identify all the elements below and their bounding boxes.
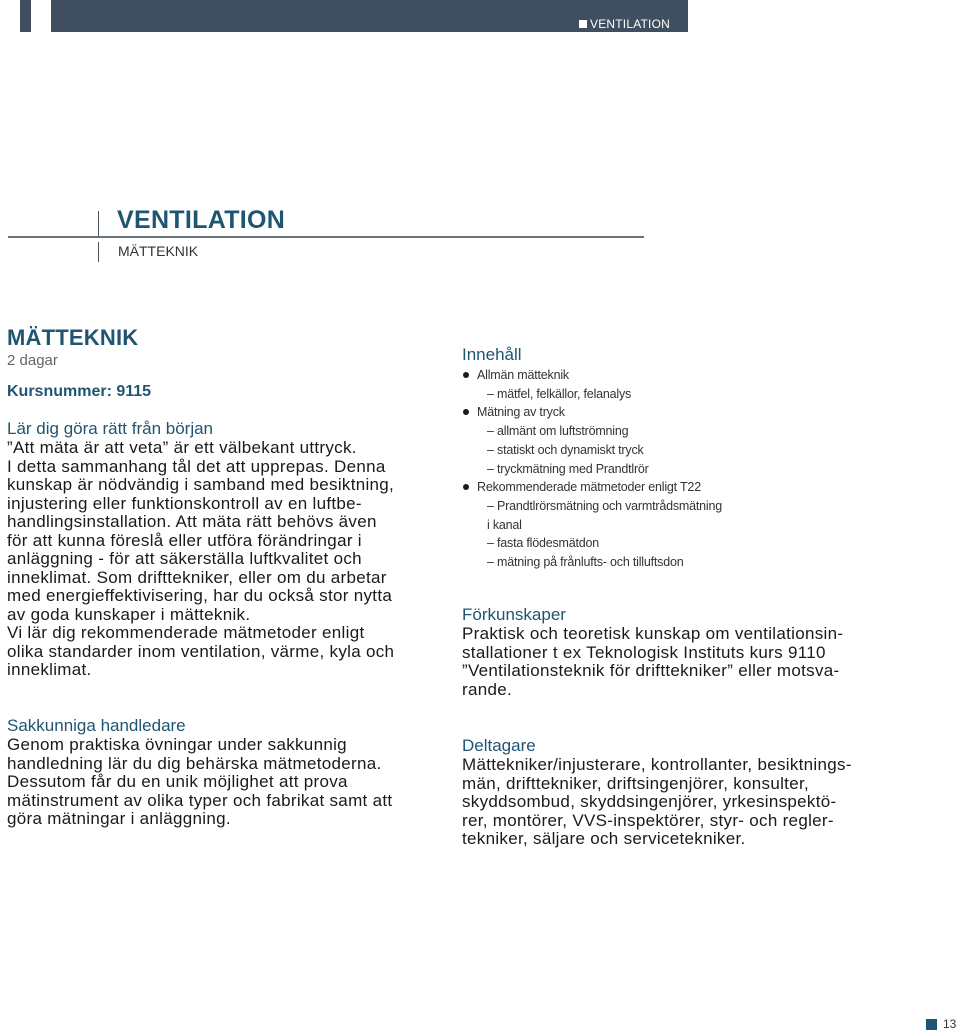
page-marker-icon bbox=[926, 1019, 937, 1030]
contents-heading: Innehåll bbox=[462, 345, 522, 364]
course-duration: 2 dagar bbox=[7, 352, 58, 369]
header-rule-vertical-lower bbox=[98, 242, 99, 262]
list-item: Mätning av tryck bbox=[462, 403, 762, 422]
contents-list bbox=[462, 366, 762, 572]
list-item: – allmänt om luftströmning bbox=[487, 424, 629, 439]
header-rule-vertical bbox=[98, 211, 99, 237]
top-bar bbox=[51, 0, 688, 32]
prerequisites-text: Praktisk och teoretisk kunskap om ventilationsin- stallationer t ex Teknologisk Instituts kurs 9110 ”Ventilationsteknik för drifttekniker” eller motsva- rande. bbox=[462, 624, 844, 699]
square-bullet-icon bbox=[579, 20, 587, 28]
list-item: – mätfel, felkällor, felanalys bbox=[487, 386, 632, 401]
top-bar-label bbox=[579, 17, 670, 31]
list-item: i kanal bbox=[487, 517, 522, 532]
section-title: VENTILATION bbox=[117, 206, 286, 234]
course-title: MÄTTEKNIK bbox=[7, 325, 139, 350]
top-bar-tab bbox=[20, 0, 31, 32]
instructors-heading: Sakkunniga handledare bbox=[7, 716, 186, 735]
list-item: Rekommenderade mätmetoder enligt T22 bbox=[462, 478, 762, 497]
top-bar-label-text: VENTILATION bbox=[590, 17, 670, 31]
learn-text: ”Att mäta är att veta” är ett välbekant uttryck. I detta sammanhang tål det att upprepas. Denna kunskap är nödvändig i samband med besiktning, injustering eller funktionskontroll av en luftbe- handlingsinstallation. Att mäta rätt behövs även för att kunna föreslå eller utföra förändringar i anläggning - för att säkerställa luftkvalitet och inneklimat. Som drifttekniker, eller om du arbetar med energieffektivisering, har du också stor nytta av goda kunskaper i mätteknik. Vi lär dig rekommenderade mätmetoder enligt olika standarder inom ventilation, värme, kyla och inneklimat. bbox=[7, 438, 395, 679]
learn-heading: Lär dig göra rätt från början bbox=[7, 419, 214, 438]
prerequisites-heading: Förkunskaper bbox=[462, 605, 566, 624]
list-item: – Prandtlrörsmätning och varmtrådsmätning bbox=[487, 498, 722, 513]
section-subtitle: MÄTTEKNIK bbox=[118, 243, 199, 259]
list-item: – statiskt och dynamiskt tryck bbox=[487, 442, 644, 457]
instructors-text: Genom praktiska övningar under sakkunnig handledning lär du dig behärska mätmetoderna. Dessutom får du en unik möjlighet att prova mätinstrument av olika typer och fabrikat samt att göra mätningar i anläggning. bbox=[7, 735, 393, 828]
list-item: – tryckmätning med Prandtlrör bbox=[487, 461, 649, 476]
list-item: Allmän mätteknik bbox=[462, 366, 762, 385]
list-item: – mätning på frånlufts- och tilluftsdon bbox=[487, 555, 684, 570]
course-number: Kursnummer: 9115 bbox=[7, 383, 152, 400]
page-number: 13 bbox=[943, 1017, 957, 1031]
participants-heading: Deltagare bbox=[462, 736, 536, 755]
participants-text: Mättekniker/injusterare, kontrollanter, besiktnings- män, drifttekniker, driftsingenjörer, konsulter, skyddsombud, skyddsingenjörer, yrkesinspektö- rer, montörer, VVS-inspektörer, styr- och regler- tekniker, säljare och servicetekniker. bbox=[462, 755, 852, 848]
header-rule-horizontal bbox=[8, 236, 644, 238]
list-item: – fasta flödesmätdon bbox=[487, 536, 600, 551]
